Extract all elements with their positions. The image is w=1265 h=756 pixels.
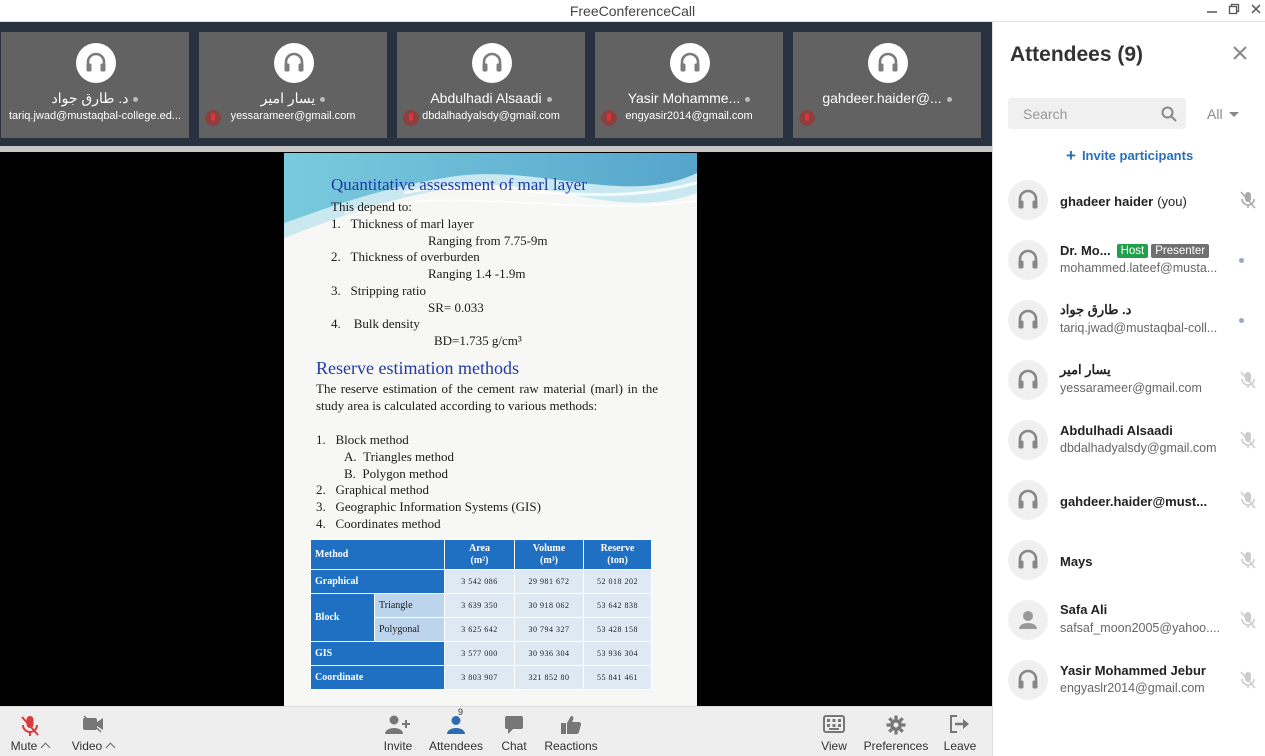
attendee-name: يسار امير [1060,362,1111,377]
reserve-table [310,539,652,690]
keyboard-icon [823,715,845,738]
table-header: Reserve (ton) [584,540,652,570]
headset-avatar-icon [1008,300,1048,340]
chat-button[interactable] [494,707,534,756]
slide-item: 4. Bulk density [331,316,420,331]
muted-mic-icon [799,110,815,126]
invite-participants-label: Invite participants [1081,148,1194,163]
tile-name: د. طارق جواد [1,90,189,107]
attendee-row[interactable] [993,591,1265,651]
attendee-row[interactable] [993,471,1265,531]
video-tile[interactable] [1,32,189,138]
headset-avatar-icon [472,43,512,83]
slide-method: 3. Geographic Information Systems (GIS) [316,499,541,514]
muted-mic-icon [20,715,40,742]
mute-button[interactable] [2,707,58,756]
video-tile[interactable] [793,32,981,138]
person-icon [446,715,466,740]
table-cell: Triangle [375,594,445,618]
attendees-label: Attendees [428,739,484,753]
table-header: Area (m²) [445,540,515,570]
tile-name: Yasir Mohamme... [595,90,783,106]
invite-participants-link[interactable] [1066,146,1193,166]
attendee-email: yessarameer@gmail.com [1060,381,1202,395]
table-cell: 3 577 000 [445,642,515,666]
chevron-up-icon [41,743,51,753]
table-header-row [311,540,652,570]
table-cell: 55 841 461 [584,666,652,690]
view-label: View [821,739,847,753]
slide-subheading: Reserve estimation methods [316,358,519,378]
attendee-email: safsaf_moon2005@yahoo.... [1060,621,1221,635]
table-row [311,666,652,690]
tile-name: gahdeer.haider@... [793,90,981,106]
slide-item: 2. Thickness of overburden [331,249,480,264]
leave-button[interactable] [940,707,980,756]
filter-value: All [1207,106,1223,122]
attendee-name: د. طارق جواد [1060,302,1132,317]
slide-intro: This depend to: [331,199,412,214]
attendee-name: Mays [1060,554,1093,569]
restore-icon[interactable] [1222,1,1246,21]
attendees-panel [992,22,1265,756]
attendee-email: engyaslr2014@gmail.com [1060,681,1205,695]
title-bar [0,0,1265,22]
main-stage [0,22,992,706]
slide-method: 1. Block method [316,432,409,447]
attendee-email: dbdalhadyalsdy@gmail.com [1060,441,1217,455]
table-cell: 30 918 062 [515,594,584,618]
search-icon[interactable] [1161,106,1177,127]
mic-muted-icon[interactable] [1240,371,1256,394]
slide-method: A. Triangles method [344,449,455,464]
slide-item-detail: SR= 0.033 [428,300,484,315]
video-camera-icon [82,715,104,738]
slide-item-detail: Ranging from 7.75-9m [428,233,548,248]
attendees-count-badge: 9 [458,707,464,717]
reactions-label: Reactions [544,739,598,753]
attendee-name: Dr. Mo... Host Presenter [1060,243,1209,258]
filter-dropdown[interactable] [1207,106,1239,122]
slide-item-detail: Ranging 1.4 -1.9m [428,266,526,281]
slide-paragraph: The reserve estimation of the cement raw material (marl) in the study area is calculated according to various methods: [316,381,658,413]
close-window-icon[interactable] [1244,1,1265,21]
table-cell: Graphical [311,570,445,594]
dropdown-arrow-icon [1229,112,1239,117]
video-label: Video [71,739,103,753]
headset-avatar-icon [670,43,710,83]
plus-icon: + [1066,146,1076,165]
table-cell: 3 542 086 [445,570,515,594]
person-avatar-icon [1008,600,1048,640]
attendee-row[interactable] [993,291,1265,351]
attendee-row[interactable] [993,231,1265,291]
tile-name: يسار امير [199,90,387,107]
headset-avatar-icon [274,43,314,83]
table-cell: 3 803 907 [445,666,515,690]
table-cell: 52 018 202 [584,570,652,594]
presenter-badge: Presenter [1151,244,1209,258]
thumbs-up-icon [560,715,582,740]
attendee-row[interactable] [993,531,1265,591]
attendees-button[interactable] [426,707,486,756]
host-badge: Host [1117,244,1149,258]
slide-item: 1. Thickness of marl layer [331,216,474,231]
table-cell: 321 852 80 [515,666,584,690]
attendee-name: gahdeer.haider@must... [1060,494,1208,509]
headset-avatar-icon [1008,240,1048,280]
mic-muted-icon[interactable] [1240,431,1256,454]
table-cell: Block [311,594,375,642]
mic-muted-icon[interactable] [1240,551,1256,574]
attendee-name: Abdulhadi Alsaadi [1060,423,1173,438]
tile-email: engyasir2014@gmail.com [625,110,753,122]
table-cell: 30 936 304 [515,642,584,666]
headset-avatar-icon [1008,540,1048,580]
preferences-label: Preferences [863,739,929,753]
headset-avatar-icon [1008,180,1048,220]
status-dot [1239,258,1244,263]
tile-email: yessarameer@gmail.com [230,110,356,122]
attendee-name: ghadeer haider (you) [1060,194,1187,209]
table-cell: 3 639 350 [445,594,515,618]
table-cell: 53 642 838 [584,594,652,618]
chevron-up-icon [106,743,116,753]
tile-name: Abdulhadi Alsaadi [397,90,585,106]
table-cell: 30 794 327 [515,618,584,642]
table-cell: 53 428 158 [584,618,652,642]
tile-email: tariq.jwad@mustaqbal-college.ed... [9,110,181,122]
table-header: Volume (m³) [515,540,584,570]
mic-muted-icon[interactable] [1240,611,1256,634]
preferences-button[interactable] [860,707,932,756]
attendee-name: Safa Ali [1060,602,1108,617]
attendee-row[interactable] [993,171,1265,231]
slide-method: B. Polygon method [344,466,449,481]
headset-avatar-icon [1008,660,1048,700]
status-dot [1239,318,1244,323]
attendee-name: Yasir Mohammed Jebur [1060,663,1206,678]
mic-muted-icon[interactable] [1240,491,1256,514]
table-cell: Polygonal [375,618,445,642]
slide-item-detail: BD=1.735 g/cm³ [434,333,522,348]
chat-label: Chat [501,739,527,753]
reactions-button[interactable] [542,707,600,756]
table-cell: Coordinate [311,666,445,690]
chat-bubble-icon [504,715,524,740]
close-panel-icon[interactable] [1233,42,1247,64]
panel-title: Attendees (9) [1010,43,1144,66]
invite-label: Invite [383,739,413,753]
mic-muted-icon[interactable] [1240,191,1256,214]
view-button[interactable] [814,707,854,756]
tile-email: dbdalhadyalsdy@gmail.com [422,110,560,122]
headset-avatar-icon [1008,360,1048,400]
exit-icon [949,715,971,738]
attendee-email: tariq.jwad@mustaqbal-coll... [1060,321,1218,335]
minimize-icon[interactable] [1200,1,1224,21]
slide-item: 3. Stripping ratio [331,283,426,298]
slide-heading: Quantitative assessment of marl layer [331,175,587,194]
mute-label: Mute [10,739,38,753]
mic-muted-icon[interactable] [1240,671,1256,694]
shared-slide [284,153,697,706]
table-cell: 3 625 642 [445,618,515,642]
add-person-icon [385,715,411,740]
table-row [311,570,652,594]
table-row [311,642,652,666]
slide-method: 2. Graphical method [316,482,429,497]
bottom-toolbar [0,706,992,756]
invite-button[interactable] [376,707,420,756]
slide-method: 4. Coordinates method [316,516,441,531]
window-title: FreeConferenceCall [569,3,696,19]
table-cell: 53 936 304 [584,642,652,666]
headset-avatar-icon [868,43,908,83]
headset-avatar-icon [76,43,116,83]
attendee-row[interactable] [993,411,1265,471]
video-strip [0,22,992,146]
attendee-email: mohammed.lateef@musta... [1060,261,1218,275]
search-input[interactable] [1008,98,1186,129]
attendee-row[interactable] [993,651,1265,711]
headset-avatar-icon [1008,480,1048,520]
gear-icon [886,715,906,740]
video-tile[interactable] [199,32,387,138]
leave-label: Leave [943,739,977,753]
video-button[interactable] [66,707,120,756]
video-tile[interactable] [595,32,783,138]
video-tile[interactable] [397,32,585,138]
strip-divider [0,146,992,152]
table-header: Method [311,540,445,570]
table-cell: GIS [311,642,445,666]
table-row [311,594,652,618]
headset-avatar-icon [1008,420,1048,460]
table-cell: 29 981 672 [515,570,584,594]
attendee-row[interactable] [993,351,1265,411]
